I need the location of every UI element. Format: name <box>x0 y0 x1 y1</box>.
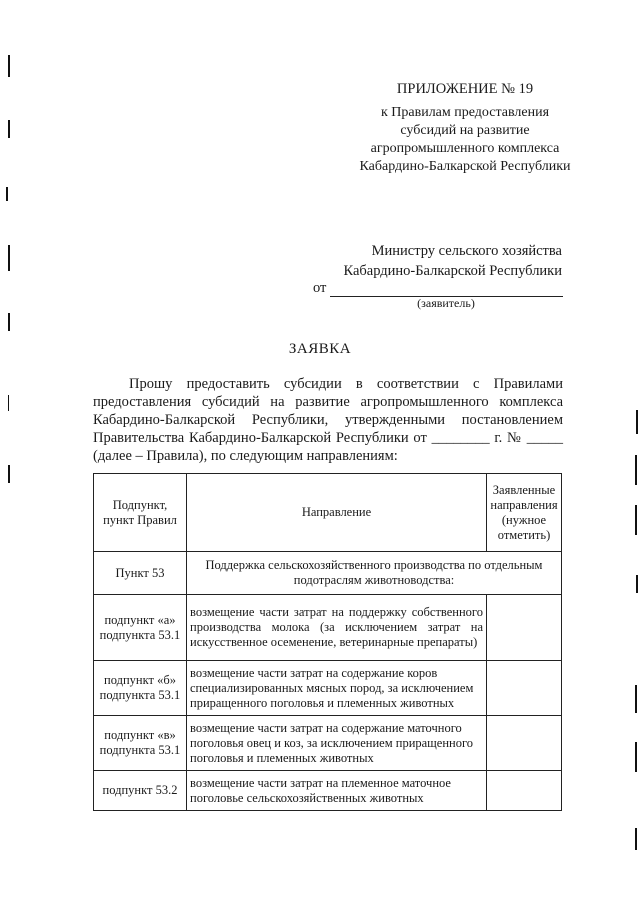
scan-edge-mark <box>6 187 8 201</box>
scan-edge-mark <box>8 395 9 411</box>
scan-edge-mark <box>8 245 10 271</box>
table-row <box>94 771 562 811</box>
appendix-line: агропромышленного комплекса <box>370 141 560 156</box>
scan-edge-mark <box>636 575 638 593</box>
scan-edge-mark <box>636 410 638 434</box>
section-title: Поддержка сельскохозяйственного производства по отдельным подотраслям животноводства: <box>187 552 562 595</box>
from-label: от <box>313 280 327 296</box>
header-direction: Направление <box>187 474 487 552</box>
appendix-line: Кабардино-Балкарской Республики <box>359 159 571 174</box>
scan-edge-mark <box>635 828 637 850</box>
table-row <box>94 595 562 661</box>
row-mark-cell[interactable] <box>487 771 562 811</box>
addressee-line: Кабардино-Балкарской Республики <box>343 263 562 279</box>
table-row <box>94 661 562 716</box>
scan-edge-mark <box>8 313 10 331</box>
row-direction: возмещение части затрат на содержание коров специализированных мясных пород, за исключением приращенного поголовья и племенных животных <box>187 661 487 716</box>
row-subpoint: подпункт «б» подпункта 53.1 <box>94 661 187 716</box>
row-mark-cell[interactable] <box>487 716 562 771</box>
row-subpoint: подпункт 53.2 <box>94 771 187 811</box>
table-row <box>94 716 562 771</box>
appendix-line: субсидий на развитие <box>400 123 530 138</box>
row-direction: возмещение части затрат на содержание маточного поголовья овец и коз, за исключением приращенного поголовья и племенных животных <box>187 716 487 771</box>
scan-edge-mark <box>635 455 637 485</box>
row-subpoint: подпункт «а» подпункта 53.1 <box>94 595 187 661</box>
header-declared: Заявленные направления (нужное отметить) <box>487 474 562 552</box>
scan-edge-mark <box>8 120 10 138</box>
row-direction: возмещение части затрат на племенное маточное поголовье сельскохозяйственных животных <box>187 771 487 811</box>
row-subpoint: подпункт «в» подпункта 53.1 <box>94 716 187 771</box>
scan-edge-mark <box>635 742 637 772</box>
appendix-title: ПРИЛОЖЕНИЕ № 19 <box>396 81 534 97</box>
scan-edge-mark <box>635 505 637 535</box>
table-header-row <box>94 474 562 552</box>
addressee-block <box>300 241 562 281</box>
applicant-caption: (заявитель) <box>417 296 475 310</box>
row-mark-cell[interactable] <box>487 661 562 716</box>
appendix-line: к Правилам предоставления <box>380 105 550 120</box>
request-paragraph: Прошу предоставить субсидии в соответствии с Правилами предоставления субсидий на развитие агропромышленного комплекса Кабардино-Балкарской Республики, утвержденными постановлением Правительства Кабардино-Балкарской Республики от ________ г. № _____ (далее – Правила), по следующим направлениям: <box>93 376 563 464</box>
row-mark-cell[interactable] <box>487 595 562 661</box>
section-point: Пункт 53 <box>94 552 187 595</box>
scan-edge-mark <box>8 55 10 77</box>
table-section-row <box>94 552 562 595</box>
applicant-field-line <box>330 283 563 297</box>
addressee-line: Министру сельского хозяйства <box>371 243 562 259</box>
scan-edge-mark <box>635 685 637 713</box>
row-direction: возмещение части затрат на поддержку собственного производства молока (за исключением затрат на искусственное осеменение, ветеринарные препараты) <box>187 595 487 661</box>
header-subpoint: Подпункт, пункт Правил <box>94 474 187 552</box>
document-title: ЗАЯВКА <box>288 341 352 357</box>
directions-table <box>93 473 562 811</box>
from-row <box>313 280 563 297</box>
scan-edge-mark <box>8 465 10 483</box>
appendix-block <box>300 80 630 176</box>
